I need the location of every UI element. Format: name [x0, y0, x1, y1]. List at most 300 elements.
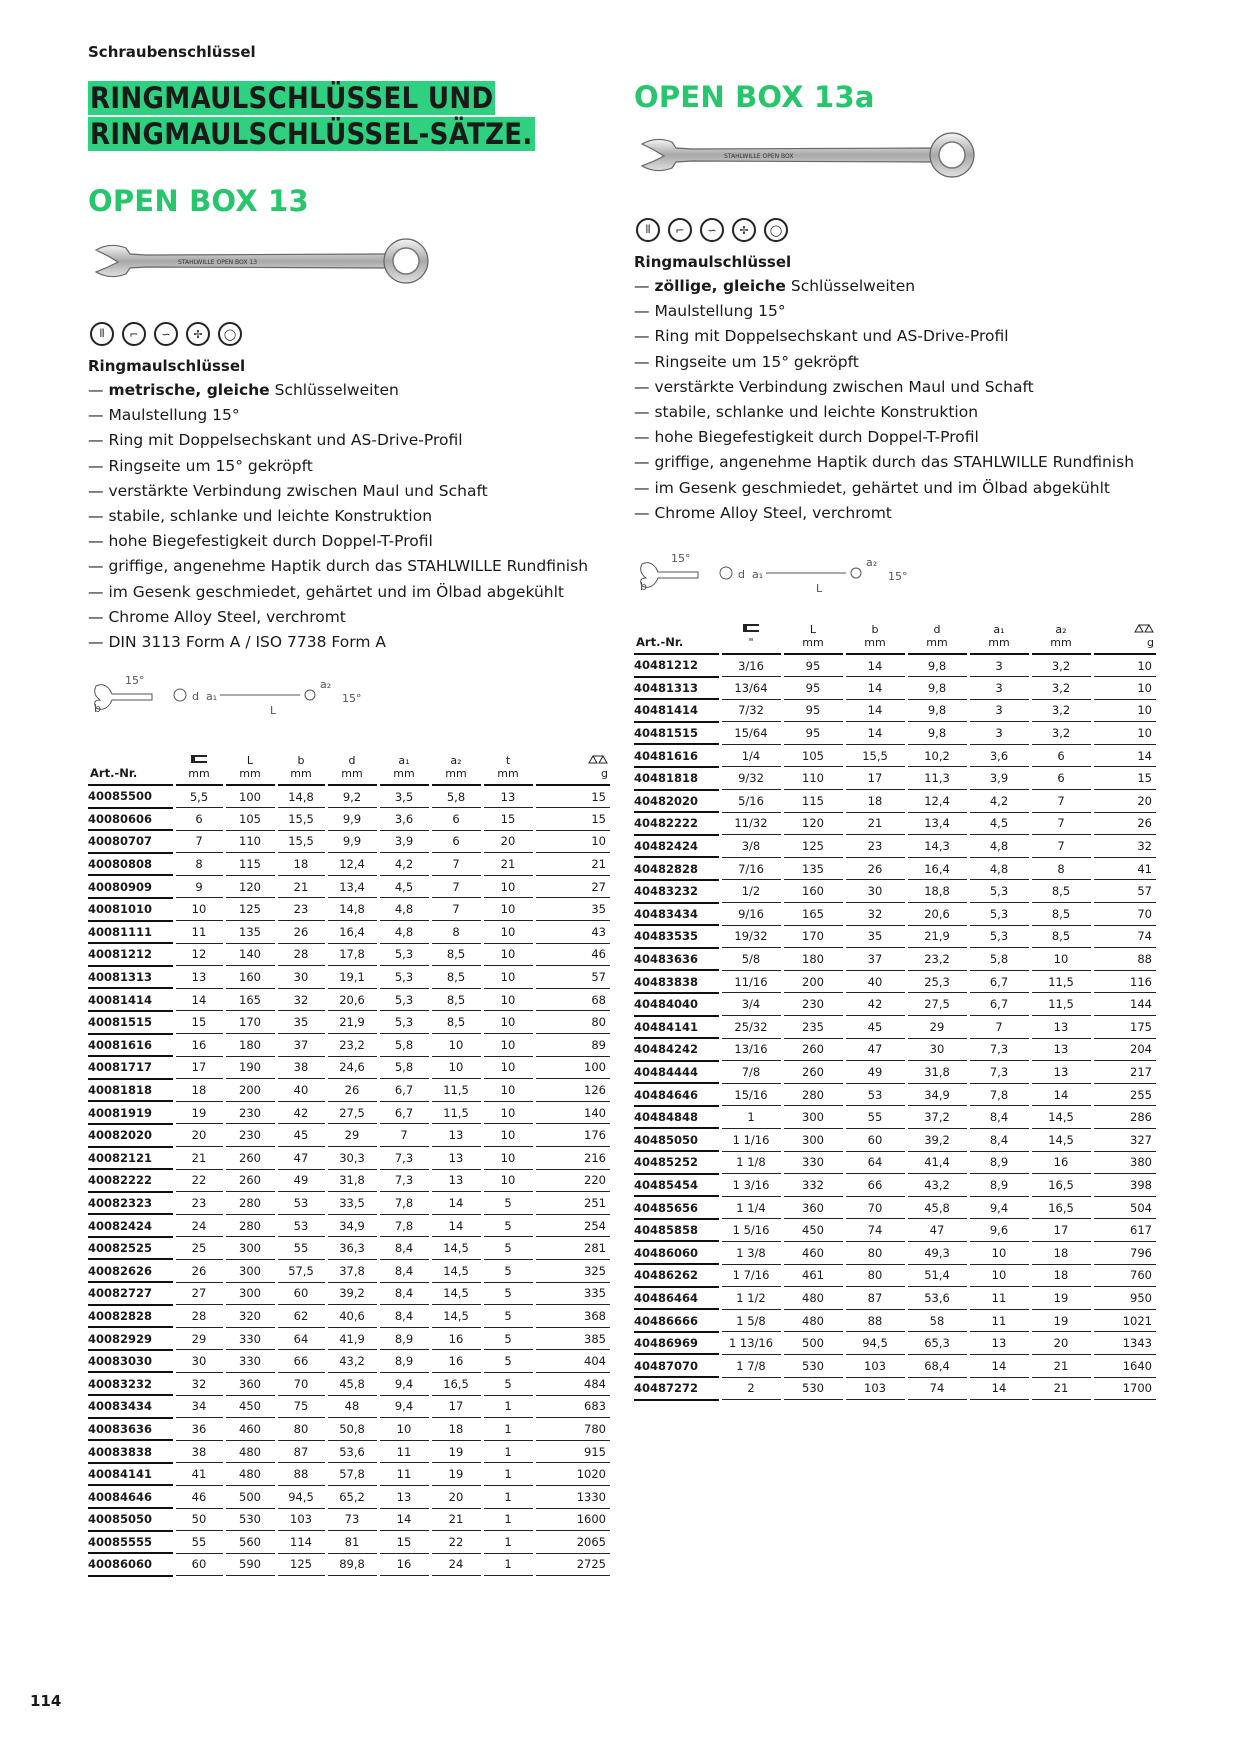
table-cell: 60: [174, 1553, 224, 1576]
table-cell: 15: [174, 1011, 224, 1034]
column-header: [326, 754, 378, 785]
table-cell: 57: [1092, 880, 1156, 903]
art-number: 40084141: [88, 1463, 174, 1486]
table-cell: 7: [968, 1016, 1030, 1039]
feature-item: [634, 324, 1134, 349]
table-cell: 12,4: [326, 853, 378, 876]
feature-item: [88, 554, 588, 579]
table-cell: 64: [276, 1327, 326, 1350]
diagram-angle2: 15°: [342, 692, 362, 705]
feature-text: hohe Biegefestigkeit durch Doppel-T-Profil: [108, 532, 433, 551]
table-cell: 1 5/8: [720, 1309, 782, 1332]
art-number: 40485656: [634, 1196, 720, 1219]
table-cell: 617: [1092, 1219, 1156, 1242]
table-cell: 4,8: [968, 857, 1030, 880]
table-cell: 330: [224, 1327, 276, 1350]
table-cell: 7/8: [720, 1061, 782, 1084]
table-cell: 42: [276, 1101, 326, 1124]
table-row: [88, 1508, 610, 1531]
table-cell: 260: [224, 1147, 276, 1170]
table-cell: 19: [174, 1101, 224, 1124]
table-row: [88, 853, 610, 876]
table-cell: 461: [782, 1264, 844, 1287]
table-cell: 16: [174, 1034, 224, 1057]
table-cell: 23: [276, 898, 326, 921]
table-cell: 10: [378, 1418, 430, 1441]
table-cell: 10,2: [906, 744, 968, 767]
table-cell: 325: [534, 1259, 610, 1282]
table-cell: 4,8: [378, 898, 430, 921]
wrench-size-icon: [176, 754, 222, 767]
table-cell: 16: [430, 1327, 482, 1350]
feature-text: Ringseite um 15° gekröpft: [108, 456, 313, 475]
table-cell: 55: [174, 1531, 224, 1554]
table-cell: 10: [430, 1034, 482, 1057]
feature-text: Ring mit Doppelsechskant und AS-Drive-Profil: [108, 431, 463, 450]
diagram-angle1: 15°: [671, 552, 691, 565]
table-cell: 5: [482, 1350, 534, 1373]
table-cell: 88: [276, 1463, 326, 1486]
table-cell: 200: [782, 970, 844, 993]
chrome-alloy-icon: ⦀: [90, 322, 114, 346]
table-cell: 7,8: [968, 1083, 1030, 1106]
table-row: [88, 898, 610, 921]
table-cell: 80: [844, 1241, 906, 1264]
art-number: 40482424: [634, 835, 720, 858]
art-number: 40080606: [88, 808, 174, 831]
table-cell: 3,2: [1030, 699, 1092, 722]
table-cell: 14: [430, 1192, 482, 1215]
table-cell: 65,3: [906, 1332, 968, 1355]
table-cell: 8,4: [378, 1237, 430, 1260]
table-cell: 1 1/8: [720, 1151, 782, 1174]
header-symbol: a₂: [1055, 623, 1067, 636]
table-cell: 1 5/16: [720, 1219, 782, 1242]
table-cell: 11,3: [906, 767, 968, 790]
header-unit: mm: [341, 767, 363, 780]
table-cell: 760: [1092, 1264, 1156, 1287]
table-cell: 140: [224, 943, 276, 966]
table-cell: 590: [224, 1553, 276, 1576]
diagram-a1: a₁: [206, 690, 218, 703]
table-cell: 144: [1092, 993, 1156, 1016]
table-cell: 7: [1030, 790, 1092, 813]
table-cell: 18: [1030, 1241, 1092, 1264]
table-cell: 66: [844, 1174, 906, 1197]
table-cell: 176: [534, 1124, 610, 1147]
table-cell: 1 7/8: [720, 1354, 782, 1377]
header-unit: mm: [1050, 636, 1072, 649]
column-header-art: [634, 623, 720, 654]
art-number: 40080707: [88, 830, 174, 853]
table-cell: 16,5: [1030, 1174, 1092, 1197]
header-unit: mm: [445, 767, 467, 780]
open-end-icon: ⌐: [668, 218, 692, 242]
table-cell: 53,6: [906, 1287, 968, 1310]
table-cell: 8: [174, 853, 224, 876]
table-cell: 20: [430, 1485, 482, 1508]
table-cell: 460: [782, 1241, 844, 1264]
table-cell: 62: [276, 1305, 326, 1328]
offset-angle-icon: ✢: [732, 218, 756, 242]
ring-end-icon: ∽: [154, 322, 178, 346]
table-cell: 9,8: [906, 722, 968, 745]
table-cell: 57,8: [326, 1463, 378, 1486]
diagram-angle2: 15°: [888, 570, 908, 583]
table-cell: 217: [1092, 1061, 1156, 1084]
table-cell: 160: [224, 966, 276, 989]
table-cell: 57: [534, 966, 610, 989]
table-cell: 300: [224, 1259, 276, 1282]
table-cell: 14: [1092, 744, 1156, 767]
column-header: [906, 623, 968, 654]
table-cell: 87: [844, 1287, 906, 1310]
feature-text: DIN 3113 Form A / ISO 7738 Form A: [108, 633, 386, 652]
table-cell: 9/32: [720, 767, 782, 790]
table-row: [88, 1124, 610, 1147]
table-cell: 26: [326, 1079, 378, 1102]
table-cell: 17: [430, 1395, 482, 1418]
table-cell: 1330: [534, 1485, 610, 1508]
table-cell: 7/32: [720, 699, 782, 722]
table-cell: 404: [534, 1350, 610, 1373]
art-number: 40082626: [88, 1259, 174, 1282]
weight-scale-icon: [1094, 623, 1154, 636]
feature-text: verstärkte Verbindung zwischen Maul und Schaft: [108, 481, 488, 500]
table-cell: 94,5: [844, 1332, 906, 1355]
table-cell: 70: [844, 1196, 906, 1219]
table-cell: 21: [482, 853, 534, 876]
art-number: 40481212: [634, 654, 720, 677]
table-cell: 16,4: [326, 921, 378, 944]
art-number: 40083636: [88, 1418, 174, 1441]
double-hex-ring-icon: ◯: [218, 322, 242, 346]
ring-end-icon: ∽: [700, 218, 724, 242]
table-cell: 6,7: [968, 970, 1030, 993]
art-number: 40081313: [88, 966, 174, 989]
art-number: 40081111: [88, 921, 174, 944]
table-cell: 15,5: [276, 830, 326, 853]
table-cell: 23,2: [906, 948, 968, 971]
table-cell: 5: [482, 1237, 534, 1260]
table-cell: 8,9: [968, 1151, 1030, 1174]
feature-item: [88, 605, 588, 630]
table-cell: 8,4: [968, 1128, 1030, 1151]
table-cell: 5,3: [378, 988, 430, 1011]
feature-item: [634, 450, 1134, 475]
feature-item: [634, 501, 1134, 526]
column-header: [1030, 623, 1092, 654]
table-cell: 1 13/16: [720, 1332, 782, 1355]
table-cell: 26: [276, 921, 326, 944]
header-unit: mm: [988, 636, 1010, 649]
table-cell: 170: [782, 925, 844, 948]
table-cell: 230: [782, 993, 844, 1016]
table-cell: 40,6: [326, 1305, 378, 1328]
table-cell: 1: [482, 1440, 534, 1463]
table-cell: 95: [782, 654, 844, 677]
table-cell: 8,5: [430, 988, 482, 1011]
table-cell: 10: [482, 898, 534, 921]
header-symbol: L: [809, 623, 817, 636]
table-cell: 1 7/16: [720, 1264, 782, 1287]
table-cell: 30,3: [326, 1147, 378, 1170]
art-number: 40080808: [88, 853, 174, 876]
art-number: 40484646: [634, 1083, 720, 1106]
table-cell: 5,3: [968, 903, 1030, 926]
table-cell: 7,3: [378, 1169, 430, 1192]
table-cell: 68: [534, 988, 610, 1011]
table-cell: 12: [174, 943, 224, 966]
table-cell: 3/16: [720, 654, 782, 677]
table-cell: 45,8: [326, 1372, 378, 1395]
table-cell: 58: [906, 1309, 968, 1332]
table-cell: 450: [224, 1395, 276, 1418]
art-number: 40083232: [88, 1372, 174, 1395]
table-cell: 43: [534, 921, 610, 944]
table-cell: 31,8: [906, 1061, 968, 1084]
table-row: [88, 1101, 610, 1124]
art-number: 40481515: [634, 722, 720, 745]
table-row: [88, 1079, 610, 1102]
table-cell: 11,5: [430, 1079, 482, 1102]
table-row: [88, 785, 610, 808]
table-cell: 5/8: [720, 948, 782, 971]
table-cell: 19/32: [720, 925, 782, 948]
table-cell: 103: [844, 1377, 906, 1400]
table-cell: 10: [1092, 722, 1156, 745]
table-cell: 9,9: [326, 830, 378, 853]
table-cell: 320: [224, 1305, 276, 1328]
table-row: [88, 921, 610, 944]
table-cell: 180: [782, 948, 844, 971]
table-cell: 23: [174, 1192, 224, 1215]
table-cell: 19: [1030, 1287, 1092, 1310]
table-cell: 24,6: [326, 1056, 378, 1079]
table-cell: 10: [482, 988, 534, 1011]
feature-item: [634, 274, 1134, 299]
table-cell: 30: [276, 966, 326, 989]
table-cell: 5,8: [378, 1034, 430, 1057]
table-cell: 915: [534, 1440, 610, 1463]
table-row: [88, 1327, 610, 1350]
table-cell: 9,9: [326, 808, 378, 831]
header-unit: ": [748, 636, 754, 649]
table-cell: 7: [1030, 835, 1092, 858]
table-row: [634, 970, 1156, 993]
table-cell: 30: [844, 880, 906, 903]
headline-line-1: RINGMAULSCHLÜSSEL UND: [90, 81, 494, 115]
table-cell: 3: [968, 654, 1030, 677]
feature-text: Maulstellung 15°: [108, 406, 240, 425]
art-number: 40081515: [88, 1011, 174, 1034]
table-row: [88, 808, 610, 831]
table-cell: 29: [174, 1327, 224, 1350]
table-cell: 125: [224, 898, 276, 921]
art-number: 40081919: [88, 1101, 174, 1124]
table-cell: 460: [224, 1418, 276, 1441]
header-symbol: b: [871, 623, 879, 636]
table-cell: 1 3/8: [720, 1241, 782, 1264]
table-cell: 80: [844, 1264, 906, 1287]
table-cell: 24: [174, 1214, 224, 1237]
table-cell: 20,6: [906, 903, 968, 926]
table-cell: 5: [482, 1214, 534, 1237]
table-cell: 9,4: [378, 1395, 430, 1418]
feature-text: Ringseite um 15° gekröpft: [654, 352, 859, 371]
table-cell: 11: [968, 1287, 1030, 1310]
table-row: [634, 1377, 1156, 1400]
table-cell: 1: [482, 1553, 534, 1576]
table-cell: 300: [782, 1128, 844, 1151]
table-row: [88, 1463, 610, 1486]
table-row: [88, 1237, 610, 1260]
table-cell: 24: [430, 1553, 482, 1576]
table-cell: 280: [224, 1192, 276, 1215]
art-number: 40482222: [634, 812, 720, 835]
table-cell: 22: [430, 1531, 482, 1554]
table-row: [88, 1056, 610, 1079]
table-cell: 1: [482, 1418, 534, 1441]
table-cell: 16,5: [1030, 1196, 1092, 1219]
table-cell: 8: [1030, 857, 1092, 880]
table-cell: 683: [534, 1395, 610, 1418]
table-cell: 103: [276, 1508, 326, 1531]
table-cell: 17,8: [326, 943, 378, 966]
table-cell: 21,9: [326, 1011, 378, 1034]
table-cell: 135: [224, 921, 276, 944]
feature-item: [634, 299, 1134, 324]
table-cell: 6: [430, 830, 482, 853]
table-cell: 10: [1030, 948, 1092, 971]
table-row: [634, 677, 1156, 700]
table-cell: 15: [534, 785, 610, 808]
table-cell: 14,5: [430, 1237, 482, 1260]
art-number: 40081616: [88, 1034, 174, 1057]
table-cell: 480: [224, 1440, 276, 1463]
header-unit: mm: [393, 767, 415, 780]
table-cell: 115: [224, 853, 276, 876]
table-cell: 81: [326, 1531, 378, 1554]
art-number: 40086060: [88, 1553, 174, 1576]
art-number: 40482828: [634, 857, 720, 880]
art-number: 40081212: [88, 943, 174, 966]
table-cell: 796: [1092, 1241, 1156, 1264]
table-cell: 17: [1030, 1219, 1092, 1242]
chrome-alloy-icon: ⦀: [636, 218, 660, 242]
art-number: 40486060: [634, 1241, 720, 1264]
table-cell: 327: [1092, 1128, 1156, 1151]
art-number: 40081717: [88, 1056, 174, 1079]
table-cell: 480: [782, 1287, 844, 1310]
table-cell: 32: [276, 988, 326, 1011]
table-cell: 500: [224, 1485, 276, 1508]
art-number: 40486464: [634, 1287, 720, 1310]
table-row: [634, 812, 1156, 835]
product-title-openbox13: OPEN BOX 13: [88, 184, 309, 218]
table-cell: 35: [276, 1011, 326, 1034]
table-cell: 19: [430, 1440, 482, 1463]
table-cell: 95: [782, 722, 844, 745]
table-cell: 20: [1092, 790, 1156, 813]
table-cell: 330: [782, 1151, 844, 1174]
feature-item: [88, 529, 588, 554]
table-cell: 10: [482, 1124, 534, 1147]
wrench-mark-text: STAHLWILLE OPEN BOX 13: [178, 259, 258, 266]
table-cell: 8,4: [378, 1305, 430, 1328]
table-cell: 36: [174, 1418, 224, 1441]
table-cell: 7/16: [720, 857, 782, 880]
art-number: 40083030: [88, 1350, 174, 1373]
table-cell: 255: [1092, 1083, 1156, 1106]
table-cell: 21: [1030, 1377, 1092, 1400]
table-cell: 15: [482, 808, 534, 831]
table-cell: 32: [844, 903, 906, 926]
table-cell: 10: [482, 1056, 534, 1079]
table-cell: 22: [174, 1169, 224, 1192]
table-cell: 30: [174, 1350, 224, 1373]
table-cell: 6,7: [378, 1079, 430, 1102]
table-row: [634, 1106, 1156, 1129]
table-cell: 31,8: [326, 1169, 378, 1192]
table-cell: 4,5: [378, 875, 430, 898]
table-cell: 4,8: [968, 835, 1030, 858]
header-symbol: L: [246, 754, 254, 767]
table-row: [88, 988, 610, 1011]
art-number: 40487070: [634, 1354, 720, 1377]
table-cell: 87: [276, 1440, 326, 1463]
table-cell: 360: [224, 1372, 276, 1395]
diagram-d: d: [192, 690, 199, 703]
table-row: [634, 857, 1156, 880]
table-cell: 1343: [1092, 1332, 1156, 1355]
header-symbol: t: [505, 754, 511, 767]
feature-bold: metrische, gleiche: [108, 381, 270, 399]
table-cell: 14,8: [276, 785, 326, 808]
table-cell: 10: [482, 1147, 534, 1170]
offset-angle-icon: ✢: [186, 322, 210, 346]
column-header: [378, 754, 430, 785]
column-header: [224, 754, 276, 785]
table-cell: 3,2: [1030, 677, 1092, 700]
table-cell: 484: [534, 1372, 610, 1395]
table-cell: 235: [782, 1016, 844, 1039]
table-cell: 13/16: [720, 1038, 782, 1061]
table-cell: 55: [276, 1237, 326, 1260]
table-row: [88, 1485, 610, 1508]
table-cell: 7,3: [378, 1147, 430, 1170]
table-cell: 27,5: [326, 1101, 378, 1124]
table-cell: 135: [782, 857, 844, 880]
table-cell: 23: [844, 835, 906, 858]
table-cell: 39,2: [326, 1282, 378, 1305]
table-cell: 60: [844, 1128, 906, 1151]
table-cell: 34,9: [326, 1214, 378, 1237]
table-cell: 19: [430, 1463, 482, 1486]
table-cell: 14,5: [1030, 1106, 1092, 1129]
table-cell: 13,4: [906, 812, 968, 835]
table-cell: 3/8: [720, 835, 782, 858]
table-cell: 47: [906, 1219, 968, 1242]
table-cell: 3,6: [968, 744, 1030, 767]
art-number: 40085050: [88, 1508, 174, 1531]
table-cell: 23,2: [326, 1034, 378, 1057]
table-cell: 8,4: [378, 1259, 430, 1282]
column-header: [174, 754, 224, 785]
table-cell: 10: [968, 1264, 1030, 1287]
art-number: 40083838: [88, 1440, 174, 1463]
table-cell: 11/32: [720, 812, 782, 835]
